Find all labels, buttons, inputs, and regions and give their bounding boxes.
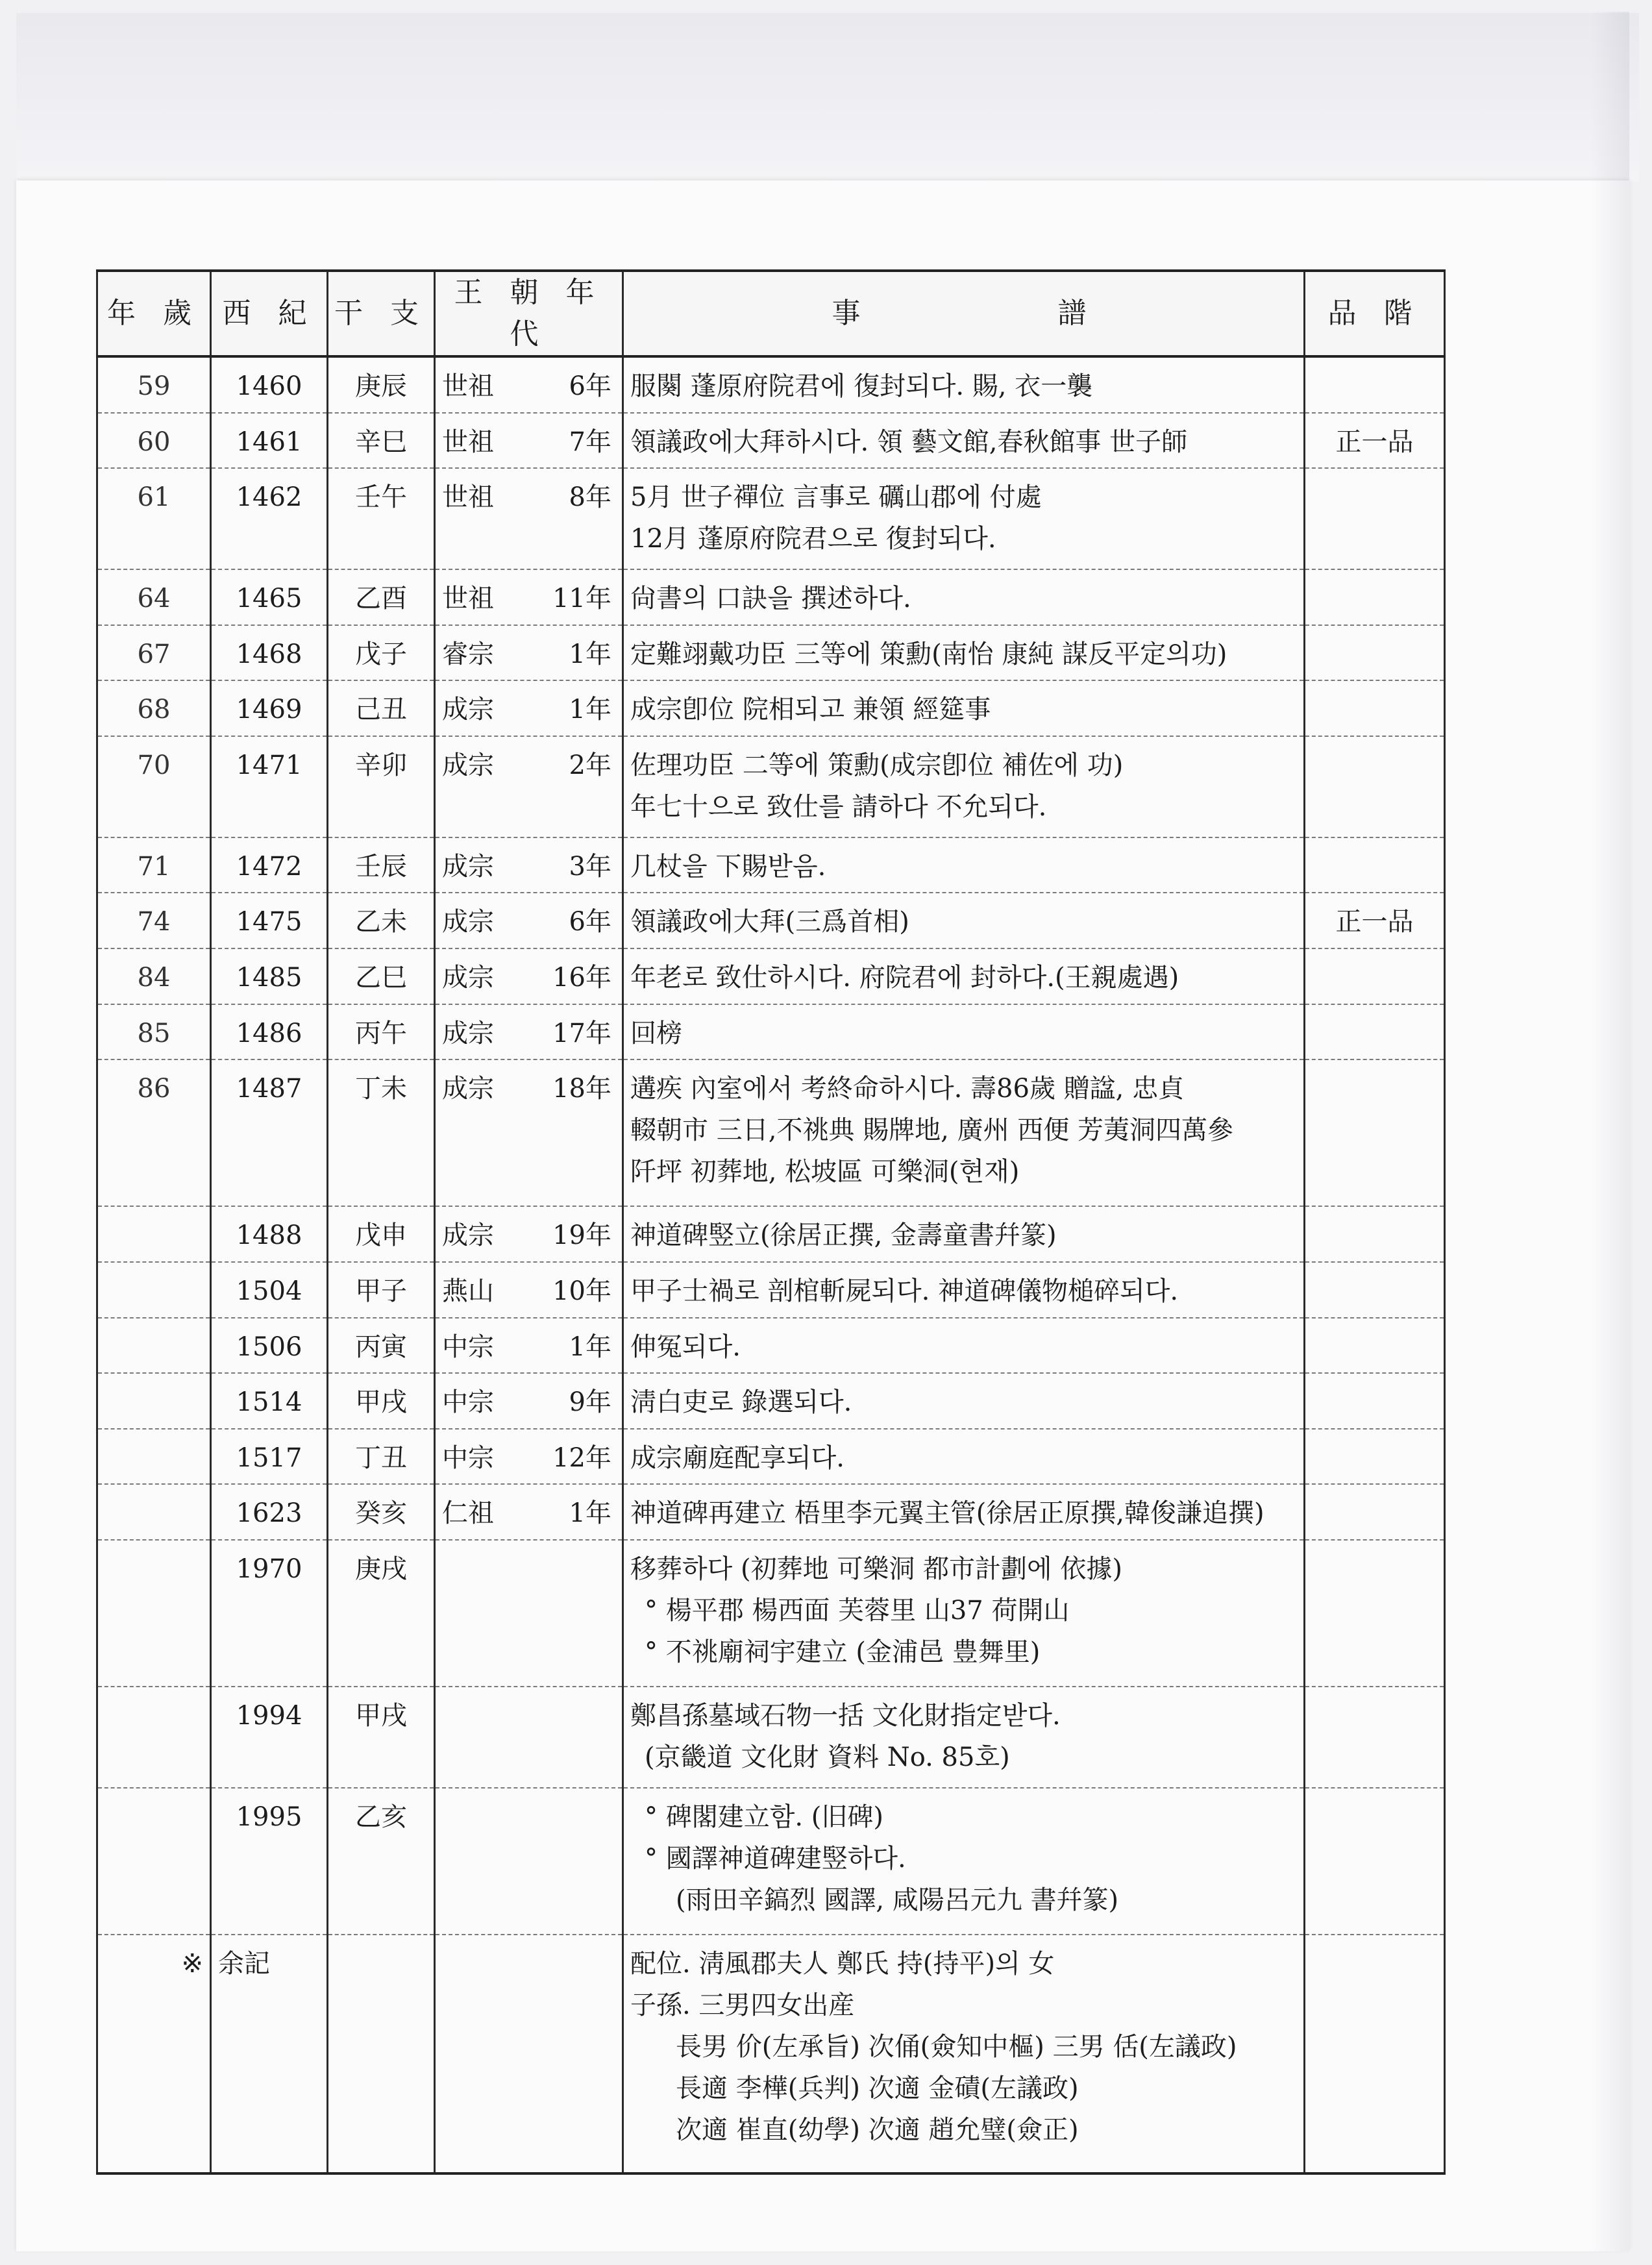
reign-era-cell bbox=[435, 1540, 623, 1687]
events-cell bbox=[623, 569, 1305, 625]
ganzhi-cell: 庚辰 bbox=[328, 356, 435, 413]
reign-king: 中宗 bbox=[442, 1442, 494, 1473]
ganzhi-cell: 丁丑 bbox=[328, 1429, 435, 1485]
ad-year-cell: 1471 bbox=[211, 736, 328, 837]
event-line: 回榜 bbox=[630, 1018, 682, 1048]
reign-king: 成宗 bbox=[442, 851, 494, 882]
reign-king: 成宗 bbox=[442, 750, 494, 780]
event-line: (雨田辛鎬烈 國譯, 咸陽呂元九 書幷篆) bbox=[676, 1885, 1119, 1916]
grade-cell bbox=[1305, 1687, 1445, 1788]
empty-ganzhi-cell bbox=[328, 1935, 435, 2173]
reign-king: 成宗 bbox=[442, 695, 494, 725]
grade-cell: 正一品 bbox=[1305, 413, 1445, 469]
age-cell: 59 bbox=[97, 356, 211, 413]
ganzhi-cell: 癸亥 bbox=[328, 1484, 435, 1540]
reign-year: 1年 bbox=[569, 1331, 611, 1362]
ad-year-cell: 1506 bbox=[211, 1318, 328, 1374]
footer-label: 余記 bbox=[211, 1935, 328, 2173]
ad-year-cell: 1485 bbox=[211, 948, 328, 1004]
reign-year: 10年 bbox=[552, 1276, 611, 1307]
age-cell: 61 bbox=[97, 468, 211, 569]
ganzhi-cell: 己丑 bbox=[328, 680, 435, 736]
age-cell bbox=[97, 1318, 211, 1374]
table-row bbox=[97, 948, 1445, 1004]
reign-year: 18年 bbox=[552, 1074, 611, 1104]
reign-era-cell bbox=[435, 1687, 623, 1788]
events-cell bbox=[623, 1059, 1305, 1206]
table-row bbox=[97, 893, 1445, 948]
header-events: 事 譜 bbox=[623, 271, 1305, 356]
event-line: ° 楊平郡 楊西面 芙蓉里 山37 荷開山 bbox=[645, 1596, 1070, 1626]
footer-note-mark: ※ bbox=[97, 1935, 211, 2173]
header-reign-era: 王 朝 年 代 bbox=[435, 271, 623, 356]
ganzhi-cell: 乙亥 bbox=[328, 1788, 435, 1935]
age-cell: 70 bbox=[97, 736, 211, 837]
ad-year-cell: 1462 bbox=[211, 468, 328, 569]
reign-year: 1年 bbox=[569, 1498, 611, 1529]
ganzhi-cell: 甲子 bbox=[328, 1262, 435, 1318]
event-line: 領議政에大拜(三爲首相) bbox=[630, 907, 909, 937]
age-cell bbox=[97, 1687, 211, 1788]
table-row bbox=[97, 1318, 1445, 1374]
reign-king: 仁祖 bbox=[442, 1498, 494, 1529]
ad-year-cell: 1469 bbox=[211, 680, 328, 736]
table-row bbox=[97, 680, 1445, 736]
table-row bbox=[97, 1788, 1445, 1935]
events-cell bbox=[623, 356, 1305, 413]
reign-year: 1年 bbox=[569, 695, 611, 725]
reign-era-cell bbox=[435, 468, 623, 569]
age-cell: 84 bbox=[97, 948, 211, 1004]
grade-cell bbox=[1305, 1540, 1445, 1687]
event-line: 鄭昌孫墓域石物一括 文化財指定받다. bbox=[630, 1701, 1061, 1731]
event-line: 服闋 蓬原府院君에 復封되다. 賜, 衣一襲 bbox=[630, 371, 1093, 401]
event-line: 年老로 致仕하시다. 府院君에 封하다.(王親處遇) bbox=[630, 963, 1179, 993]
ad-year-cell: 1475 bbox=[211, 893, 328, 948]
age-cell: 74 bbox=[97, 893, 211, 948]
age-cell bbox=[97, 1540, 211, 1687]
reign-era-cell bbox=[435, 356, 623, 413]
reign-era-cell bbox=[435, 569, 623, 625]
ganzhi-cell: 辛巳 bbox=[328, 413, 435, 469]
header-ad-year: 西 紀 bbox=[211, 271, 328, 356]
grade-cell bbox=[1305, 1206, 1445, 1262]
reign-era-cell bbox=[435, 1004, 623, 1060]
ad-year-cell: 1970 bbox=[211, 1540, 328, 1687]
reign-era-cell bbox=[435, 736, 623, 837]
events-cell bbox=[623, 893, 1305, 948]
reign-year: 1年 bbox=[569, 639, 611, 669]
header-age: 年 歲 bbox=[97, 271, 211, 356]
events-cell bbox=[623, 736, 1305, 837]
event-line: (京畿道 文化財 資料 No. 85호) bbox=[645, 1742, 1010, 1773]
ad-year-cell: 1995 bbox=[211, 1788, 328, 1935]
events-cell bbox=[623, 625, 1305, 681]
table-row bbox=[97, 1540, 1445, 1687]
reign-king: 世祖 bbox=[442, 427, 494, 457]
reign-year: 6年 bbox=[569, 907, 611, 937]
events-cell bbox=[623, 1484, 1305, 1540]
ganzhi-cell: 壬午 bbox=[328, 468, 435, 569]
ad-year-cell: 1488 bbox=[211, 1206, 328, 1262]
reign-king: 中宗 bbox=[442, 1331, 494, 1362]
event-line: 年七十으로 致仕를 請하다 不允되다. bbox=[630, 792, 1047, 822]
ad-year-cell: 1461 bbox=[211, 413, 328, 469]
grade-cell bbox=[1305, 468, 1445, 569]
events-cell bbox=[623, 1318, 1305, 1374]
reign-year: 12年 bbox=[552, 1442, 611, 1473]
reign-era-cell bbox=[435, 625, 623, 681]
footer-row bbox=[97, 1935, 1445, 2173]
event-line: 12月 蓬原府院君으로 復封되다. bbox=[630, 524, 996, 554]
table-row bbox=[97, 569, 1445, 625]
ganzhi-cell: 乙未 bbox=[328, 893, 435, 948]
footer-line: 次適 崔直(幼學) 次適 趙允璧(僉正) bbox=[676, 2115, 1079, 2146]
reign-king: 世祖 bbox=[442, 482, 494, 513]
table-row bbox=[97, 1687, 1445, 1788]
events-cell bbox=[623, 1206, 1305, 1262]
age-cell bbox=[97, 1429, 211, 1485]
table-row bbox=[97, 736, 1445, 837]
grade-cell bbox=[1305, 1429, 1445, 1485]
reign-era-cell bbox=[435, 1373, 623, 1429]
event-line: 几杖을 下賜받음. bbox=[630, 851, 826, 882]
event-line: 領議政에大拜하시다. 領 藝文館,春秋館事 世子師 bbox=[630, 427, 1188, 457]
events-cell bbox=[623, 1540, 1305, 1687]
reign-king: 睿宗 bbox=[442, 639, 494, 669]
events-cell bbox=[623, 413, 1305, 469]
ganzhi-cell: 丙午 bbox=[328, 1004, 435, 1060]
event-line: 尙書의 口訣을 撰述하다. bbox=[630, 584, 911, 614]
reign-king: 成宗 bbox=[442, 1220, 494, 1251]
table-row bbox=[97, 1206, 1445, 1262]
footer-line: 長適 李樺(兵判) 次適 金磧(左議政) bbox=[676, 2073, 1079, 2104]
age-cell: 86 bbox=[97, 1059, 211, 1206]
grade-cell bbox=[1305, 736, 1445, 837]
event-line: 移葬하다 (初葬地 可樂洞 都市計劃에 依據) bbox=[630, 1554, 1122, 1585]
reign-era-cell bbox=[435, 1262, 623, 1318]
footer-line: 子孫. 三男四女出産 bbox=[630, 1990, 855, 2021]
reign-era-cell bbox=[435, 1318, 623, 1374]
reign-era-cell bbox=[435, 1206, 623, 1262]
grade-cell bbox=[1305, 1059, 1445, 1206]
reign-year: 2年 bbox=[569, 750, 611, 780]
event-line: 遘疾 內室에서 考終命하시다. 壽86歲 贈諡, 忠貞 bbox=[630, 1074, 1185, 1104]
table-row bbox=[97, 1373, 1445, 1429]
reign-king: 燕山 bbox=[442, 1276, 494, 1307]
table-row bbox=[97, 468, 1445, 569]
ad-year-cell: 1486 bbox=[211, 1004, 328, 1060]
events-cell bbox=[623, 1687, 1305, 1788]
age-cell bbox=[97, 1484, 211, 1540]
reign-year: 11年 bbox=[552, 584, 611, 614]
ad-year-cell: 1465 bbox=[211, 569, 328, 625]
reign-era-cell bbox=[435, 1429, 623, 1485]
events-cell bbox=[623, 948, 1305, 1004]
table-row bbox=[97, 1484, 1445, 1540]
events-cell bbox=[623, 1262, 1305, 1318]
reign-king: 成宗 bbox=[442, 1018, 494, 1048]
ganzhi-cell: 戊子 bbox=[328, 625, 435, 681]
table-header-row bbox=[97, 271, 1445, 356]
event-line: 阡坪 初葬地, 松坡區 可樂洞(현재) bbox=[630, 1157, 1020, 1187]
ad-year-cell: 1994 bbox=[211, 1687, 328, 1788]
table-row bbox=[97, 1004, 1445, 1060]
grade-cell bbox=[1305, 1004, 1445, 1060]
event-line: ° 碑閣建立함. (旧碑) bbox=[645, 1802, 883, 1833]
ad-year-cell: 1460 bbox=[211, 356, 328, 413]
age-cell: 64 bbox=[97, 569, 211, 625]
event-line: 5月 世子禪位 言事로 礪山郡에 付處 bbox=[630, 482, 1042, 513]
grade-cell bbox=[1305, 837, 1445, 893]
reign-year: 6年 bbox=[569, 371, 611, 401]
event-line: 伸冤되다. bbox=[630, 1331, 741, 1362]
ad-year-cell: 1472 bbox=[211, 837, 328, 893]
event-line: 定難翊戴功臣 三等에 策勳(南怡 康純 謀反平定의功) bbox=[630, 639, 1227, 669]
reign-year: 8年 bbox=[569, 482, 611, 513]
ganzhi-cell: 乙巳 bbox=[328, 948, 435, 1004]
event-line: 神道碑竪立(徐居正撰, 金壽童書幷篆) bbox=[630, 1220, 1057, 1251]
ganzhi-cell: 庚戌 bbox=[328, 1540, 435, 1687]
footer-line: 配位. 淸風郡夫人 鄭氏 持(持平)의 女 bbox=[630, 1949, 1055, 1979]
event-line: 成宗廟庭配享되다. bbox=[630, 1442, 844, 1473]
reign-era-cell bbox=[435, 837, 623, 893]
age-cell: 71 bbox=[97, 837, 211, 893]
ad-year-cell: 1514 bbox=[211, 1373, 328, 1429]
table-row bbox=[97, 1262, 1445, 1318]
reign-era-cell bbox=[435, 893, 623, 948]
grade-cell bbox=[1305, 1262, 1445, 1318]
table-row bbox=[97, 1059, 1445, 1206]
ganzhi-cell: 壬辰 bbox=[328, 837, 435, 893]
reign-king: 成宗 bbox=[442, 907, 494, 937]
table-row bbox=[97, 1429, 1445, 1485]
grade-cell bbox=[1305, 680, 1445, 736]
reign-king: 世祖 bbox=[442, 371, 494, 401]
reign-year: 3年 bbox=[569, 851, 611, 882]
table-row bbox=[97, 413, 1445, 469]
events-cell bbox=[623, 1004, 1305, 1060]
ad-year-cell: 1468 bbox=[211, 625, 328, 681]
reign-king: 成宗 bbox=[442, 1074, 494, 1104]
reign-year: 9年 bbox=[569, 1387, 611, 1418]
reign-era-cell bbox=[435, 680, 623, 736]
reign-king: 世祖 bbox=[442, 584, 494, 614]
table-row bbox=[97, 837, 1445, 893]
ad-year-cell: 1487 bbox=[211, 1059, 328, 1206]
grade-cell bbox=[1305, 1373, 1445, 1429]
events-cell bbox=[623, 1788, 1305, 1935]
age-cell: 67 bbox=[97, 625, 211, 681]
grade-cell bbox=[1305, 1484, 1445, 1540]
age-cell bbox=[97, 1788, 211, 1935]
empty-grade-cell bbox=[1305, 1935, 1445, 2173]
reign-era-cell bbox=[435, 413, 623, 469]
reign-era-cell bbox=[435, 1059, 623, 1206]
ganzhi-cell: 丙寅 bbox=[328, 1318, 435, 1374]
events-cell bbox=[623, 837, 1305, 893]
chronology-table bbox=[96, 269, 1446, 2175]
events-cell bbox=[623, 1373, 1305, 1429]
grade-cell bbox=[1305, 1318, 1445, 1374]
reign-era-cell bbox=[435, 1484, 623, 1540]
header-ganzhi: 干 支 bbox=[328, 271, 435, 356]
scan-top-margin bbox=[16, 13, 1639, 182]
table-row bbox=[97, 356, 1445, 413]
reign-year: 17年 bbox=[552, 1018, 611, 1048]
footer-line: 長男 价(左承旨) 次俑(僉知中樞) 三男 佸(左議政) bbox=[676, 2032, 1237, 2062]
events-cell bbox=[623, 1429, 1305, 1485]
ganzhi-cell: 丁未 bbox=[328, 1059, 435, 1206]
ganzhi-cell: 甲戌 bbox=[328, 1373, 435, 1429]
event-line: 成宗卽位 院相되고 兼領 經筵事 bbox=[630, 695, 991, 725]
age-cell bbox=[97, 1373, 211, 1429]
grade-cell bbox=[1305, 569, 1445, 625]
event-line: ° 不祧廟祠宇建立 (金浦邑 豊舞里) bbox=[645, 1637, 1041, 1668]
ganzhi-cell: 辛卯 bbox=[328, 736, 435, 837]
footer-events-cell bbox=[623, 1935, 1305, 2173]
event-line: 甲子士禍로 剖棺斬屍되다. 神道碑儀物槌碎되다. bbox=[630, 1276, 1179, 1307]
event-line: ° 國譯神道碑建竪하다. bbox=[645, 1844, 906, 1874]
ad-year-cell: 1504 bbox=[211, 1262, 328, 1318]
event-line: 佐理功臣 二等에 策勳(成宗卽位 補佐에 功) bbox=[630, 750, 1124, 780]
table-row bbox=[97, 625, 1445, 681]
reign-year: 19年 bbox=[552, 1220, 611, 1251]
ad-year-cell: 1623 bbox=[211, 1484, 328, 1540]
grade-cell bbox=[1305, 356, 1445, 413]
header-grade: 品 階 bbox=[1305, 271, 1445, 356]
grade-cell bbox=[1305, 948, 1445, 1004]
empty-reign-cell bbox=[435, 1935, 623, 2173]
reign-year: 7年 bbox=[569, 427, 611, 457]
event-line: 淸白吏로 錄選되다. bbox=[630, 1387, 852, 1418]
grade-cell bbox=[1305, 625, 1445, 681]
events-cell bbox=[623, 468, 1305, 569]
grade-cell: 正一品 bbox=[1305, 893, 1445, 948]
reign-era-cell bbox=[435, 1788, 623, 1935]
ad-year-cell: 1517 bbox=[211, 1429, 328, 1485]
event-line: 輟朝市 三日,不祧典 賜牌地, 廣州 西便 芳荑洞四萬參 bbox=[630, 1115, 1234, 1146]
age-cell bbox=[97, 1206, 211, 1262]
age-cell: 85 bbox=[97, 1004, 211, 1060]
age-cell bbox=[97, 1262, 211, 1318]
ganzhi-cell: 戊申 bbox=[328, 1206, 435, 1262]
grade-cell bbox=[1305, 1788, 1445, 1935]
reign-king: 成宗 bbox=[442, 963, 494, 993]
age-cell: 68 bbox=[97, 680, 211, 736]
ganzhi-cell: 乙酉 bbox=[328, 569, 435, 625]
reign-king: 中宗 bbox=[442, 1387, 494, 1418]
events-cell bbox=[623, 680, 1305, 736]
reign-era-cell bbox=[435, 948, 623, 1004]
reign-year: 16年 bbox=[552, 963, 611, 993]
ganzhi-cell: 甲戌 bbox=[328, 1687, 435, 1788]
age-cell: 60 bbox=[97, 413, 211, 469]
event-line: 神道碑再建立 梧里李元翼主管(徐居正原撰,韓俊謙追撰) bbox=[630, 1498, 1264, 1529]
